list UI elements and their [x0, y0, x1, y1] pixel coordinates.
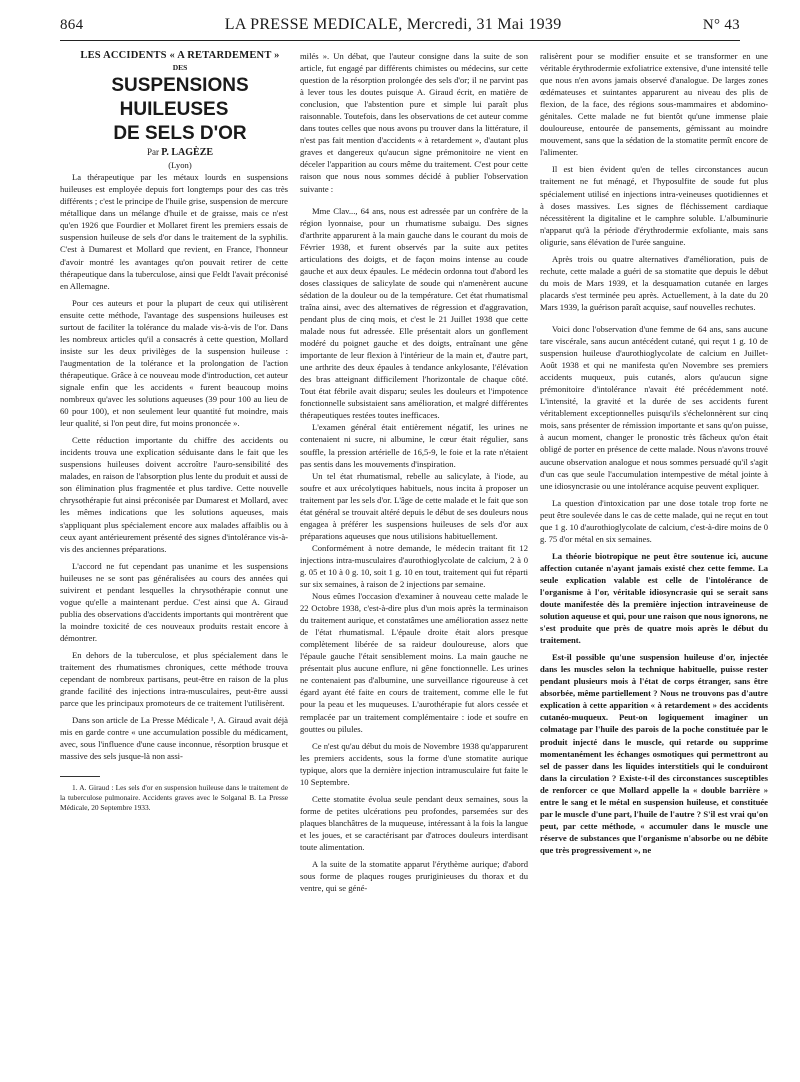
column-3 — [540, 50, 768, 1075]
byline-prefix: Par — [146, 147, 159, 158]
issue-number: N° 43 — [702, 17, 740, 33]
paragraph: En dehors de la tuberculose, et plus spécialement dans le traitement des rhumatismes chroniques, cette méthode trouva cependant de nombreux partisans, peut-être en raison de la plus grande facilité des injections intra-musculaires, peut-être aussi parce que les principaux promoteurs de ce traitement l'utilisèrent. — [60, 649, 288, 709]
case-report-paragraph: Il est bien évident qu'en de telles circonstances aucun traitement ne fut ménagé, et l'hyposulfite de soude fut plus spécialement utilisé en injections intra-veineuses quotidiennes et à doses massives. Les signes de fléchissement cardiaque nécessitèrent la digitaline et le camphre soluble. L'albuminurie n'apparut qu'à la période d'érythrodermie exfoliante, mais sans oligurie, sans élévation de l'urée sanguine. — [540, 164, 768, 247]
article-des: DES — [172, 63, 188, 73]
column-2 — [300, 50, 528, 1075]
article-title-line-1: SUSPENSIONS HUILEUSES — [111, 75, 249, 121]
case-report-paragraph: ralisèrent pour se modifier ensuite et se transformer en une véritable érythrodermie exfoliatrice extensive, d'une intensité telle que nous n'en avons jamais observé d'analogue. De larges zones œdémateuses et suintantes apparurent au niveau des plis de flexion, de la face, des régions sous-mammaires et abdomino-génitales. Cette malade ne fut bientôt qu'une immense plaie douloureuse, entourée de pansements, gémissant au moindre mouvement, sans que la sédation de la stomatite permît encore de l'alimenter. — [540, 51, 768, 158]
paragraph: milés ». Un débat, que l'auteur consigne dans la suite de son article, fut engagé par différents chimistes ou médecins, sur cette question de la résorption prolongée des sels d'or; il ne parvint pas à lever tous les doutes puisque A. Giraud écrit, en matière de conclusion, que l'abstention pure et simple lui paraît plus raisonnable. Toutefois, dans les observations de cet auteur comme dans toutes celles que nous avons pu trouver dans la littérature, il n'est pas fait mention d'accidents « à retardement », d'autant plus graves et dangereux qu'aucun signe prémonitoire ne vient en déceler l'apparition au cours même du traitement. C'est pour cette raison que nous nous sommes décidé à publier l'observation suivante : — [300, 51, 528, 194]
paragraph: La théorie biotropique ne peut être soutenue ici, aucune affection cutanée n'ayant jamais existé chez cette femme. La seule explication valable est celle de l'intolérance de l'organisme à l'or, véritable idiosyncrasie qui se serait sans doute manifestée dès la première injection intraveineuse de solution aqueuse et qui, pour une raison que nous ignorons, ne s'est produite que près de quatre mois après le début du traitement. — [540, 550, 768, 646]
journal-name: LA PRESSE MEDICALE, — [224, 16, 403, 33]
paragraph: Est-il possible qu'une suspension huileuse d'or, injectée dans les muscles selon la technique habituelle, puisse rester pendant plusieurs mois à l'état de corps étranger, sans être absorbée, même partiellement ? Nous ne trouvons pas d'autre explication à cette apparition « à retardement » des accidents cutanéo-muqueux. Peut-on logiquement imaginer un colmatage par l'huile des parois de la poche constituée par le produit injecté dans le muscle, qui retarde ou supprime momentanément les échanges osmotiques qui permettront au sel de passer dans les liquides interstitiels qui le conduiront dans la circulation ? Existe-t-il des circonstances susceptibles de renforcer ce que Mollard appelle la « double barrière » entre le sang et le métal en suspension huileuse, et constituée par le muscle d'une part, l'huile de l'autre ? S'il est vrai qu'on peut, par cette méthode, « accumuler dans le muscle une réserve de substances que l'organisme n'absorbe ou ne débite que très progressivement », ne — [540, 652, 768, 855]
paragraph: Pour ces auteurs et pour la plupart de ceux qui utilisèrent ensuite cette méthode, l'avantage des suspensions huileuses est surtout de faciliter la tolérance du malade vis-à-vis de l'or. Dans les nombreux articles qu'il a consacrés à cette question, Mollard insiste sur les deux privilèges de la suspension huileuse : l'augmentation de la tolérance et la prolongation de l'action thérapeutique. Grâce à ce nouveau mode d'introduction, cet auteur signale enfin que les accidents « furent beaucoup moins nombreux qu'avec les solutions aqueuses (39 pour 100 au lieu de 60 pour 100), et non seulement leur quantité fut moindre, mais leur qualité, si l'on peut dire, fut moins prononcée ». — [60, 297, 288, 429]
paragraph: L'accord ne fut cependant pas unanime et les suspensions huileuses ne se sont pas généralisées au cours des années qui suivirent et pendant lesquelles la chrysothérapie connut une vogue qu'elle a maintenant perdue. C'est ainsi que A. Giraud publia des observations d'accidents importants qui montrèrent que la moindre toxicité de ces nouveaux produits restait encore à démontrer. — [60, 560, 288, 643]
case-report-paragraph: Ce n'est qu'au début du mois de Novembre 1938 qu'apparurent les premiers accidents, sous la forme d'une stomatite aurique typique, alors que la dernière injection intramusculaire fut faite le 10 Septembre. — [300, 740, 528, 787]
issue-date: Mercredi, 31 Mai 1939 — [406, 16, 562, 33]
article-title-line-2: DE SELS D'OR — [113, 123, 247, 145]
case-report-paragraph: Après trois ou quatre alternatives d'amélioration, puis de rechute, cette malade a guéri de sa stomatite que depuis le début du mois de Mars 1939, et la desquamation cutanée en larges placards s'est terminée peu après. Actuellement, à la date du 20 Mars 1939, la guérison paraît acquise, sauf nouvelles rechutes. — [540, 253, 768, 312]
case-report-paragraph: Mme Clav..., 64 ans, nous est adressée par un confrère de la région lyonnaise, pour un rhumatisme subaigu. Des signes d'arthrite apparurent à la main gauche dans le courant du mois de Février 1938, et furent observés par la suite aux petites articulations des doigts, et de façon moins intense au coude gauche et aux deux épaules. Le médecin ordonna tout d'abord les doses classiques de salicylate de soude qui n'amenèrent aucune sédation de la douleur ou de la température. Cet état rhumatismal traîna ainsi, avec des alternatives de régression et d'aggravation, pendant plus de cinq mois, et c'est le 21 Juillet 1938 que cette malade nous fut adressée. Elle présentait alors un gonflement modéré du poignet gauche et des doigts, entraînant une gêne importante de leur flexion à l'intérieur de la main et, d'autre part, une arthrite des deux épaules à tendance ankylosante, l'élévation des bras atteignant difficilement l'horizontale de chaque côté. Tout état fébrile avait disparu; seules les douleurs et l'impotence fonctionnelle subsistaient sans amélioration, et malgré différentes thérapeutiques restées toutes inefficaces. — [300, 205, 528, 421]
column-1 — [60, 50, 288, 1075]
footnote: 1. A. Giraud : Les sels d'or en suspension huileuse dans le traitement de la tuberculose pulmonaire. Accidents graves avec le Solganal B. La Presse Médicale, 20 Septembre 1933. — [60, 783, 288, 813]
running-header — [60, 16, 740, 38]
author-name: P. LAGÈZE — [161, 147, 214, 159]
journal-masthead — [225, 16, 562, 34]
paragraph: La thérapeutique par les métaux lourds en suspensions huileuses est employée depuis fort longtemps pour des cas très différents ; c'est le principe de l'huile grise, suspension de mercure métallique dans un mélange d'huile et de graisse, mais ce n'est qu'en 1926 que Fourdier et Mollaret firent les premiers essais de suspension huileuse de sels d'or dans le traitement de la syphilis. C'est à Dumarest et Mollard que revient, en France, l'honneur d'avoir montré les avantages qu'on pouvait retirer de cette thérapeutique dans la tuberculose, ainsi que Feldt l'avait préconisé en Allemagne. — [60, 172, 288, 291]
paragraph: La question d'intoxication par une dose totale trop forte ne peut être soulevée dans le cas de cette malade, qui ne reçut en tout que 1 g. 10 d'aurothioglycolate de calcium, c'est-à-dire moins de 0 g. 75 d'or métal en six semaines. — [540, 497, 768, 544]
case-report-paragraph: A la suite de la stomatite apparut l'érythème aurique; d'abord sous forme de plaques rouges pruriginieuses du thorax et du ventre, qui se géné- — [300, 859, 528, 894]
byline — [60, 146, 288, 159]
article-kicker: LES ACCIDENTS « A RETARDEMENT » — [80, 50, 280, 61]
case-report-paragraph: Nous eûmes l'occasion d'examiner à nouveau cette malade le 22 Octobre 1938, c'est-à-dire plus d'un mois après la terminaison du traitement aurique, et constatâmes une amélioration assez nette de l'état rhumatismal. L'épaule droite était alors presque complètement libérée de sa raideur douloureuse, alors que l'épaule gauche l'était sensiblement moins. La main gauche ne présentait plus aucune enflure, ni gêne fonctionnelle. Les urines ne contenaient pas d'albumine, une surveillance rigoureuse à cet égard ayant été faite en cours de traitement, comme elle le fut pour la peau et les muqueuses. L'aurothérapie fut alors cessée et remplacée par un traitement complémentaire : iode et soufre en gouttes ou pilules. — [300, 591, 528, 734]
page-number: 864 — [60, 17, 84, 33]
case-report-paragraph: L'examen général était entièrement négatif, les urines ne contenaient ni sucre, ni albumine, le cœur était régulier, sans souffle, la pression artérielle de 16,5-9, le foie et la rate n'étaient pas sentis dans les mouvements d'inspiration. — [300, 422, 528, 469]
author-city: (Lyon) — [168, 160, 192, 171]
case-report-paragraph: Conformément à notre demande, le médecin traitant fit 12 injections intra-musculaires d'aurothioglycolate de calcium, 2 à 0 g. 05 et 10 à 0 g. 10, soit 1 g. 10 en tout, traitement qui fut réparti sur six semaines, à raison de 2 injections par semaine. — [300, 542, 528, 590]
header-rule — [60, 40, 740, 41]
paragraph: Voici donc l'observation d'une femme de 64 ans, sans aucune tare viscérale, sans aucun antécédent cutané, qui reçut 1 g. 10 de suspension huileuse d'aurothioglycolate de calcium en Juillet-Août 1938 et qui ne manifesta qu'en Novembre ses premiers accidents muqueux, puis cutanés, alors qu'aucun signe prémonitoire d'intolérance n'avait été précédemment noté. L'intensité, la gravité et la durée de ses accidents furent véritablement exceptionnelles puisqu'ils s'échelonnèrent sur cinq mois, sans présenter de rémission importante et sans qu'on puisse, à aucun moment, changer le pronostic très fâcheux qu'on était obligé de porter en présence de cette malade. Nous n'avons trouvé aucune observation analogue et nous sommes persuadé qu'il s'agit d'un cas que seule l'accumulation intempestive de métal jointe à une idiosyncrasie ou une intolérance acquise peuvent expliquer. — [540, 323, 768, 491]
case-report-paragraph: Cette stomatite évolua seule pendant deux semaines, sous la forme de petites ulcérations peu profondes, parsemées sur des plaques blanchâtres de la muqueuse, intéressant à la fois la langue et les joues, et se caractérisant par d'atroces douleurs interdisant toute alimentation. — [300, 793, 528, 852]
footnote-rule — [60, 776, 100, 777]
paragraph: Dans son article de La Presse Médicale ¹, A. Giraud avait déjà mis en garde contre « une accumulation possible du médicament, avec, sous l'influence d'une cause inconnue, résorption brusque et massive des sels jusque-là non assi- — [60, 715, 288, 762]
case-report-paragraph: Un tel état rhumatismal, rebelle au salicylate, à l'iode, au soufre et aux urécolytiques habituels, nous incita à proposer un traitement par les sels d'or. L'âge de cette malade et le fait que son état général se trouvait altéré depuis le début de ses douleurs nous engagea à préférer les suspensions huileuses de sels d'or aux préparations aqueuses que nous utilisions habituellement. — [300, 470, 528, 541]
paragraph: Cette réduction importante du chiffre des accidents ou incidents trouva une explication séduisante dans le fait que les suspensions huileuses doivent accroître l'auro-sensibilité des malades, en raison de l'absorption plus lente du produit et aussi de son élimination plus fragmentée et plus tardive. Cette nouvelle chrysothérapie fut ainsi préconisée par Dumarest et Mollard, avec les mêmes indications que les solutions aqueuses, mais s'appliquant plus spécialement encore aux malades affaiblis ou à ceux ayant antérieurement présenté des signes d'intolérance vis-à-vis des anciennes préparations. — [60, 435, 288, 554]
